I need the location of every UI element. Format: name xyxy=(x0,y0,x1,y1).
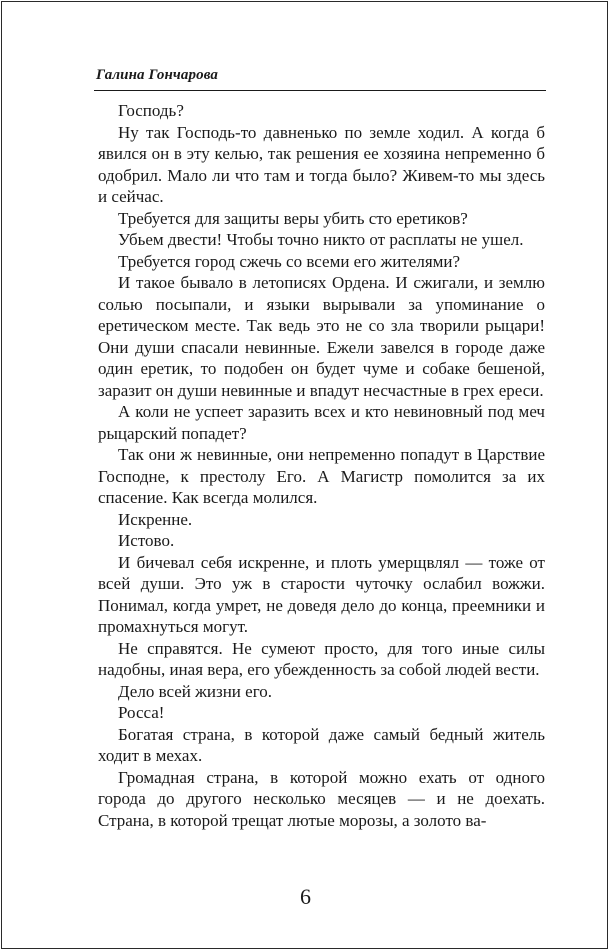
paragraph: Требуется город сжечь со всеми его жителями? xyxy=(118,251,461,271)
body-text xyxy=(98,100,545,831)
paragraph: Убьем двести! Чтобы точно никто от расплаты не ушел. xyxy=(118,230,524,249)
running-head-author: Галина Гончарова xyxy=(96,67,218,83)
paragraph: Господь? xyxy=(118,101,184,120)
paragraph: Ну так Господь-то давненько по земле ходил. А когда б явился он в эту келью, так решения ее хозяина непременно б одобрил. Мало ли что там и тогда было? Живем-то мы здесь и сейчас. xyxy=(98,122,545,206)
header-rule xyxy=(94,90,546,91)
paragraph: Богатая страна, в которой даже самый бедный житель ходит в мехах. xyxy=(98,724,545,765)
page-number: 6 xyxy=(300,884,311,909)
paragraph: Искренне. xyxy=(118,509,193,529)
paragraph: И бичевал себя искренне, и плоть умерщвлял — тоже от всей души. Это уж в старости чуточку ослабил вожжи. Понимал, когда умрет, не доведя дело до конца, преемники и промахнуться могут. xyxy=(98,552,545,636)
paragraph: Так они ж невинные, они непременно попадут в Царствие Господне, к престолу Его. А Магистр помолится за их спасение. Как всегда молился. xyxy=(98,445,545,507)
paragraph: Дело всей жизни его. xyxy=(118,681,273,701)
paragraph: Не справятся. Не сумеют просто, для того иные силы надобны, иная вера, его убежденность за собой людей вести. xyxy=(98,638,545,679)
paragraph: Требуется для защиты веры убить сто еретиков? xyxy=(118,208,468,228)
paragraph: Истово. xyxy=(118,531,175,550)
paragraph: Громадная страна, в которой можно ехать от одного города до другого несколько месяцев — и не доехать. Страна, в которой трещат лютые морозы, а золото ва- xyxy=(98,767,545,830)
paragraph: И такое бывало в летописях Ордена. И сжигали, и землю солью посыпали, и языки вырывали за упоминание о еретическом месте. Так ведь это не со зла творили рыцари! Они души спасали невинные. Ежели завелся в городе даже один еретик, то подобен он будет чуме и собаке бешеной, заразит он души невинные и впадут несчастные в грех ереси. xyxy=(98,273,545,400)
paragraph: А коли не успеет заразить всех и кто невиновный под меч рыцарский попадет? xyxy=(98,402,545,443)
paragraph: Росса! xyxy=(118,703,165,722)
